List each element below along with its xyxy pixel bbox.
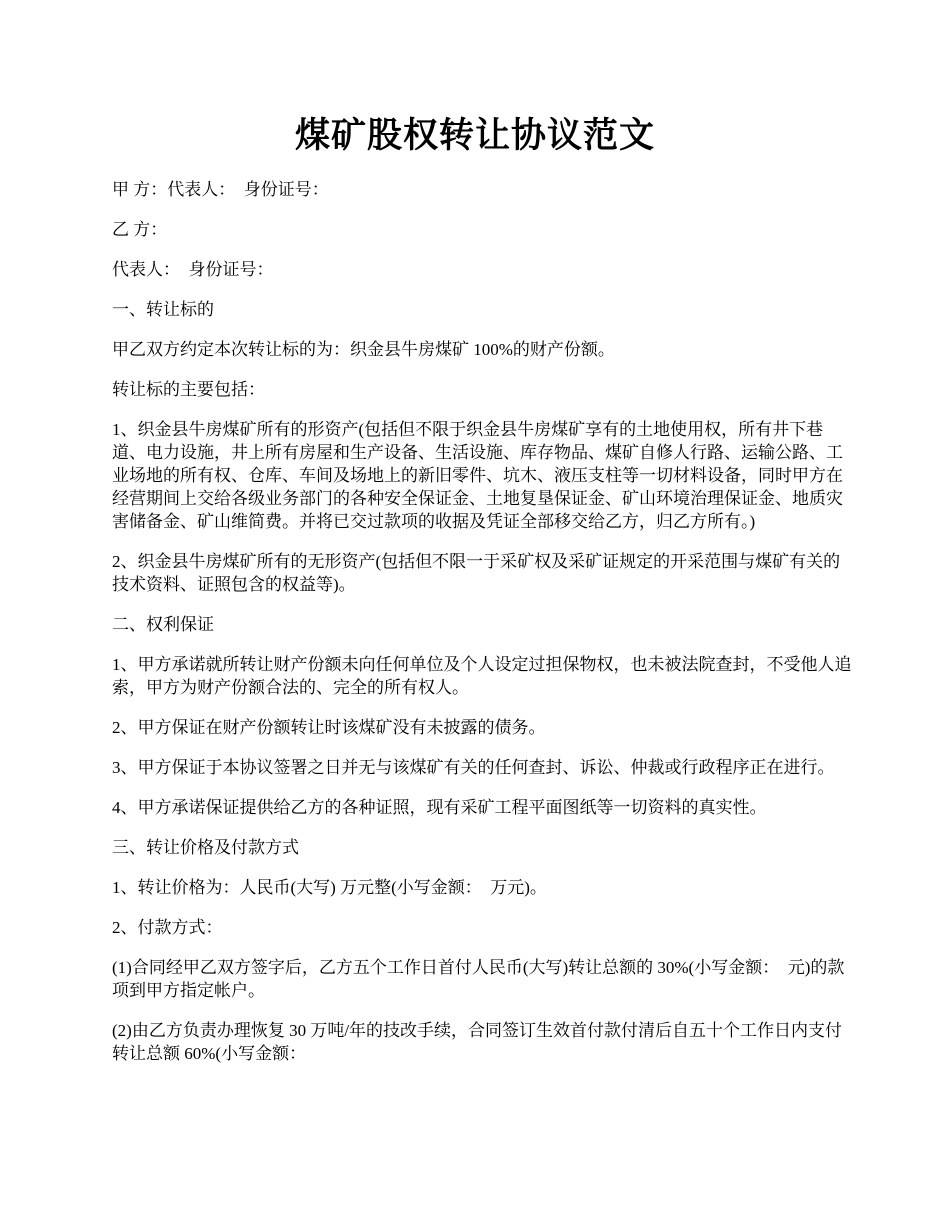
paragraph-intangible-assets: 2、织金县牛房煤矿所有的无形资产(包括但不限一于采矿权及采矿证规定的开采范围与煤矿有关的技术资料、证照包含的权益等)。 — [112, 552, 841, 594]
section-heading-transfer-object: 一、转让标的 — [112, 300, 214, 319]
representative-line: 代表人： 身份证号： — [112, 260, 274, 279]
document-body — [112, 178, 852, 1082]
section-heading-rights-guarantee: 二、权利保证 — [112, 615, 214, 634]
section-heading-price-payment: 三、转让价格及付款方式 — [112, 838, 299, 857]
paragraph-guarantee-2: 2、甲方保证在财产份额转让时该煤矿没有未披露的债务。 — [112, 718, 546, 737]
paragraph-transfer-includes: 转让标的主要包括： — [112, 380, 265, 399]
paragraph-transfer-share: 甲乙双方约定本次转让标的为：织金县牛房煤矿 100%的财产份额。 — [112, 340, 615, 359]
paragraph-payment-1: (1)合同经甲乙双方签字后，乙方五个工作日首付人民币(大写)转让总额的 30%(小写金额： 元)的款项到甲方指定帐户。 — [112, 958, 845, 1000]
party-a-line: 甲 方：代表人： 身份证号： — [112, 180, 329, 199]
party-b-line: 乙 方： — [112, 220, 168, 239]
paragraph-guarantee-3: 3、甲方保证于本协议签署之日并无与该煤矿有关的任何查封、诉讼、仲裁或行政程序正在进行。 — [112, 758, 835, 777]
paragraph-payment-2: (2)由乙方负责办理恢复 30 万吨/年的技改手续，合同签订生效首付款付清后自五十个工作日内支付转让总额 60%(小写金额： — [112, 1021, 843, 1063]
paragraph-guarantee-4: 4、甲方承诺保证提供给乙方的各种证照，现有采矿工程平面图纸等一切资料的真实性。 — [112, 798, 767, 817]
document-title: 煤矿股权转让协议范文 — [294, 116, 655, 155]
paragraph-price: 1、转让价格为：人民币(大写) 万元整(小写金额： 万元)。 — [112, 878, 547, 897]
paragraph-tangible-assets: 1、织金县牛房煤矿所有的形资产(包括但不限于织金县牛房煤矿享有的土地使用权，所有井下巷道、电力设施，井上所有房屋和生产设备、生活设施、库存物品、煤矿自修人行路、运输公路、工业场地的所有权、仓库、车间及场地上的新旧零件、坑木、液压支柱等一切材料设备，同时甲方在经营期间上交给各级业务部门的各种安全保证金、土地复垦保证金、矿山环境治理保证金、地质灾害储备金、矿山维简费。并将已交过款项的收据及凭证全部移交给乙方，归乙方所有。) — [112, 420, 843, 531]
paragraph-payment-method: 2、付款方式： — [112, 918, 223, 937]
paragraph-guarantee-1: 1、甲方承诺就所转让财产份额未向任何单位及个人设定过担保物权，也未被法院查封，不受他人追索，甲方为财产份额合法的、完全的所有权人。 — [112, 655, 852, 697]
